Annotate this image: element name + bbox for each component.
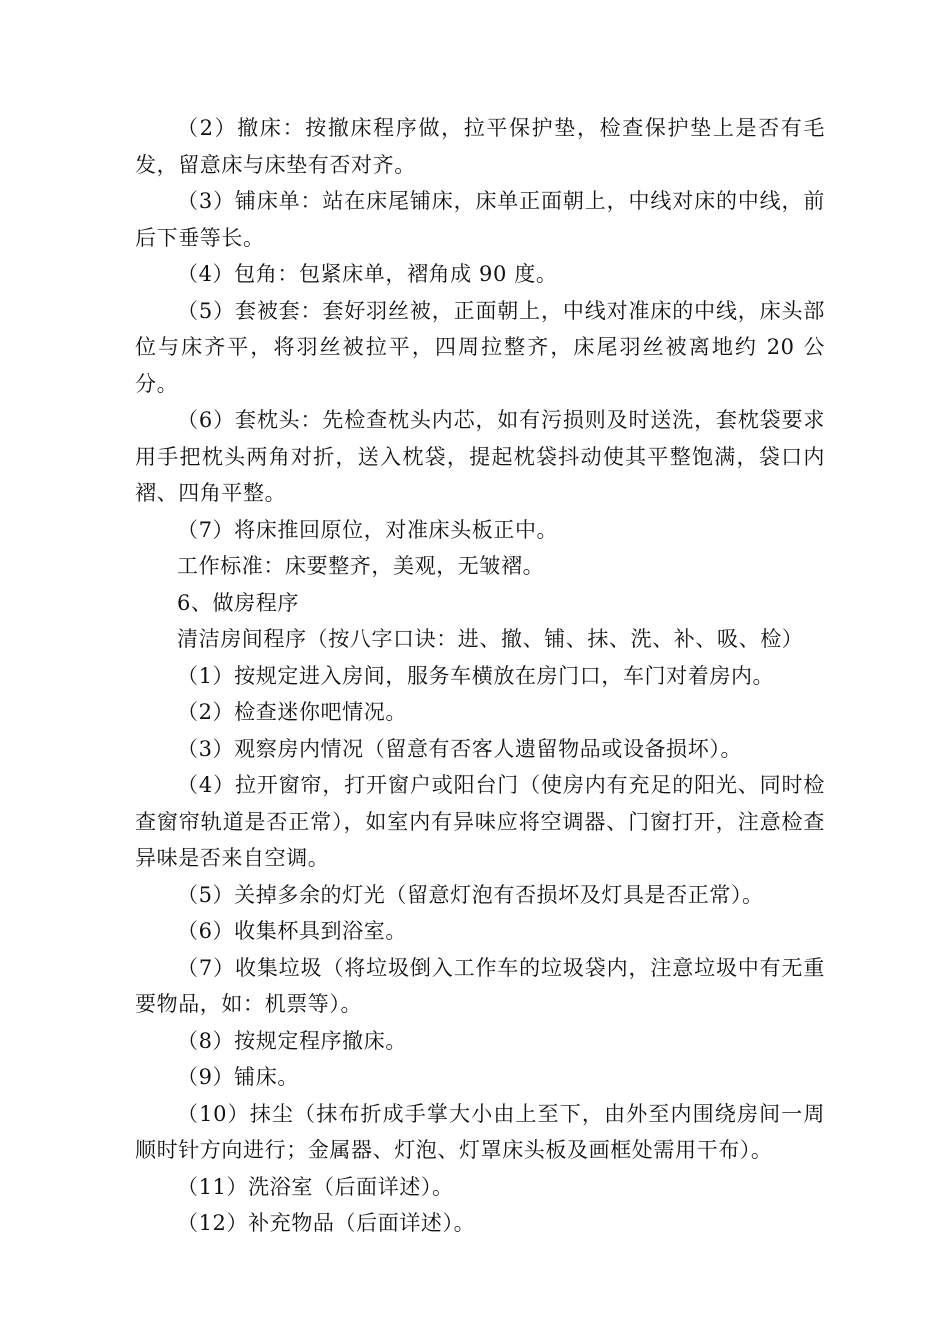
paragraph-duvet-cover: （5）套被套：套好羽丝被，正面朝上，中线对准床的中线，床头部位与床齐平，将羽丝被拉平，四周拉整齐，床尾羽丝被离地约 20 公分。 bbox=[135, 298, 825, 396]
paragraph-lay-sheet: （3）铺床单：站在床尾铺床，床单正面朝上，中线对床的中线，前后下垂等长。 bbox=[135, 189, 825, 250]
paragraph-work-standard: 工作标准：床要整齐，美观，无皱褶。 bbox=[177, 554, 545, 578]
list-item: （5）关掉多余的灯光（留意灯泡有否损坏及灯具是否正常）。 bbox=[177, 882, 764, 907]
paragraph-wrap-corners: （4）包角：包紧床单，褶角成 90 度。 bbox=[177, 262, 558, 286]
paragraph-push-bed-back: （7）将床推回原位，对准床头板正中。 bbox=[177, 517, 559, 542]
list-item: （6）收集杯具到浴室。 bbox=[177, 919, 407, 943]
list-item: （12）补充物品（后面详述）。 bbox=[177, 1211, 476, 1235]
list-item: （10）抹尘（抹布折成手掌大小由上至下，由外至内围绕房间一周顺时针方向进行；金属器、灯泡、灯罩床头板及画框处需用干布）。 bbox=[135, 1101, 825, 1162]
list-item: （1）按规定进入房间，服务车横放在房门口，车门对着房内。 bbox=[177, 663, 775, 688]
paragraph-pillowcase: （6）套枕头：先检查枕头内芯，如有污损则及时送洗，套枕袋要求用手把枕头两角对折，送入枕袋，提起枕袋抖动使其平整饱满，袋口内褶、四角平整。 bbox=[135, 408, 825, 505]
list-item: （2）检查迷你吧情况。 bbox=[177, 700, 407, 724]
list-item: （9）铺床。 bbox=[177, 1065, 299, 1089]
list-item: （8）按规定程序撤床。 bbox=[177, 1028, 407, 1053]
section-heading: 6、做房程序 bbox=[177, 590, 299, 615]
document-body bbox=[135, 110, 825, 1242]
list-item: （4）拉开窗帘，打开窗户或阳台门（使房内有充足的阳光、同时检查窗帘轨道是否正常），如室内有异味应将空调器、门窗打开，注意检查异味是否来自空调。 bbox=[135, 773, 825, 870]
list-item: （7）收集垃圾（将垃圾倒入工作车的垃圾袋内，注意垃圾中有无重要物品，如：机票等）。 bbox=[135, 955, 825, 1016]
paragraph-cleaning-procedure: 清洁房间程序（按八字口诀：进、撤、铺、抹、洗、补、吸、检） bbox=[177, 627, 804, 651]
paragraph-strip-bed: （2）撤床：按撤床程序做，拉平保护垫，检查保护垫上是否有毛发，留意床与床垫有否对齐。 bbox=[135, 116, 825, 177]
list-item: （11）洗浴室（后面详述）。 bbox=[177, 1174, 454, 1199]
list-item: （3）观察房内情况（留意有否客人遗留物品或设备损坏）。 bbox=[177, 736, 743, 761]
